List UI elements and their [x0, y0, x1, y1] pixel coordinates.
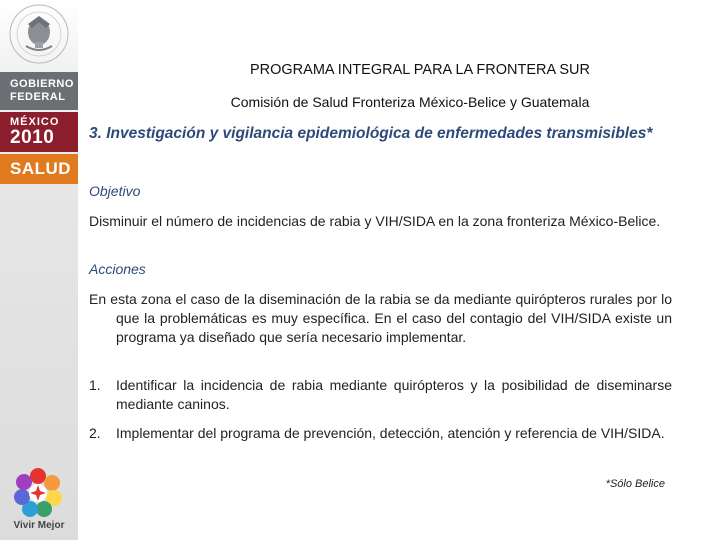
mexico-2010-logo	[0, 112, 78, 152]
year-label: 2010	[10, 127, 55, 148]
footnote: *Sólo Belice	[605, 478, 665, 490]
vivir-mejor-flower-icon	[12, 466, 64, 518]
vivir-mejor-label: Vivir Mejor	[13, 520, 65, 531]
section-heading: 3. Investigación y vigilancia epidemiológica de enfermedades transmisibles*	[89, 125, 653, 142]
action-number: 1.	[89, 377, 101, 393]
action-text: Identificar la incidencia de rabia mediante quirópteros y la posibilidad de diseminarse mediante caninos.	[116, 377, 672, 412]
objective-text: Disminuir el número de incidencias de rabia y VIH/SIDA en la zona fronteriza México-Belice.	[89, 213, 661, 229]
salud-logo: SALUD	[0, 154, 78, 184]
mexico-label: MÉXICO	[10, 116, 60, 128]
sidebar	[0, 0, 78, 540]
document-title: PROGRAMA INTEGRAL PARA LA FRONTERA SUR	[249, 62, 591, 78]
action-number: 2.	[89, 425, 101, 441]
actions-label: Acciones	[89, 261, 146, 277]
federal-label: FEDERAL	[10, 91, 66, 103]
gobierno-federal-logo	[0, 72, 78, 110]
action-text: Implementar del programa de prevención, detección, atención y referencia de VIH/SIDA.	[116, 425, 665, 441]
actions-intro: En esta zona el caso de la diseminación de la rabia se da mediante quirópteros rurales por lo que la problemáticas es muy específica. En el caso del contagio del VIH/SIDA existe un programa ya diseñado que sería necesario implementar.	[89, 291, 672, 345]
gobierno-label: GOBIERNO	[10, 78, 74, 90]
national-seal-icon	[4, 2, 74, 66]
action-item-2	[89, 424, 672, 443]
objective-label: Objetivo	[89, 183, 141, 199]
document-subtitle: Comisión de Salud Fronteriza México-Belice y Guatemala	[230, 94, 590, 110]
action-item-1	[89, 376, 672, 414]
